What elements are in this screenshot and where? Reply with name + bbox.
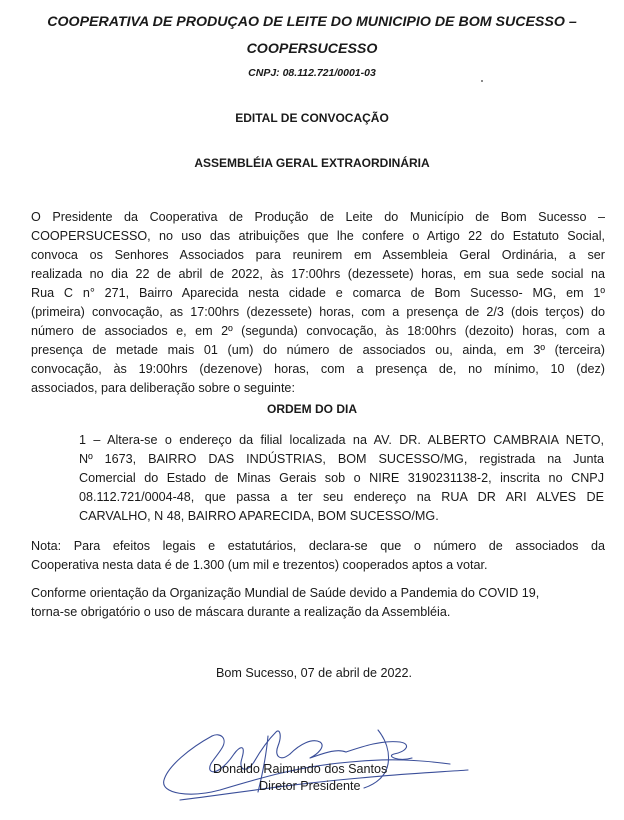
- ordem-title: ORDEM DO DIA: [267, 402, 357, 416]
- intro-line: convocação, às 19:00hrs (dezenove) horas, com a presença de, no mínimo, 10 (dez): [31, 362, 605, 376]
- cnpj-value: 08.112.721/0001-03: [282, 67, 376, 79]
- intro-paragraph: [31, 208, 605, 398]
- agenda-line: CARVALHO, N 48, BAIRRO APARECIDA, BOM SUCESSO/MG.: [79, 509, 439, 523]
- covid-line: Conforme orientação da Organização Mundial de Saúde devido a Pandemia do COVID 19,: [31, 586, 540, 600]
- intro-line: Rua C n° 271, Bairro Aparecida nesta cidade e comarca de Bom Sucesso- MG, em 1º: [31, 286, 605, 300]
- assembly-title: ASSEMBLÉIA GERAL EXTRAORDINÁRIA: [194, 156, 430, 170]
- intro-line: presença de metade mais 01 (um) do número de associados ou, ainda, em 3º (terceira): [31, 343, 605, 357]
- intro-line: COOPERSUCESSO, no uso das atribuições que lhe confere o Artigo 22 do Estatuto Social,: [31, 229, 605, 243]
- signatory-name: Donaldo Raimundo dos Santos: [213, 762, 388, 776]
- agenda-item-1: [79, 431, 604, 526]
- intro-line: (primeira) convocação, as 17:00hrs (dezessete) horas, com a presença de 2/3 (dois terços) do: [31, 305, 605, 319]
- intro-line: realizada no dia 22 de abril de 2022, às 17:00hrs (dezessete) horas, em sua sede social na: [31, 267, 605, 281]
- cnpj-label: CNPJ:: [248, 67, 280, 79]
- agenda-line: 08.112.721/0004-48, que passa a ter seu endereço na RUA DR ARI ALVES DE: [79, 490, 604, 504]
- intro-line: O Presidente da Cooperativa de Produção de Leite do Município de Bom Sucesso –: [31, 210, 605, 224]
- cnpj: [0, 67, 624, 79]
- scan-speck: [481, 80, 483, 82]
- note-line: Cooperativa nesta data é de 1.300 (um mil e trezentos) cooperados aptos a votar.: [31, 558, 488, 572]
- note-line: Nota: Para efeitos legais e estatutários, declara-se que o número de associados da: [31, 539, 605, 553]
- agenda-line: Nº 1673, BAIRRO DAS INDÚSTRIAS, BOM SUCESSO/MG, registrada na Junta: [79, 452, 604, 466]
- intro-line: convoca os Senhores Associados para reunirem em Assembleia Geral Ordinária, a ser: [31, 248, 605, 262]
- org-name-line1: COOPERATIVA DE PRODUÇAO DE LEITE DO MUNICIPIO DE BOM SUCESSO –: [47, 14, 577, 30]
- org-name-line2: COOPERSUCESSO: [246, 41, 378, 57]
- agenda-line: 1 – Altera-se o endereço da filial localizada na AV. DR. ALBERTO CAMBRAIA NETO,: [79, 433, 604, 447]
- agenda-line: Comercial do Estado de Minas Gerais sob o NIRE 3190231138-2, inscrita no CNPJ: [79, 471, 604, 485]
- covid-paragraph: [31, 584, 605, 622]
- signatory-role: Diretor Presidente: [259, 779, 361, 793]
- note-paragraph: [31, 537, 605, 575]
- covid-line: torna-se obrigatório o uso de máscara durante a realização da Assembléia.: [31, 605, 451, 619]
- intro-line: associados, para deliberação sobre o seguinte:: [31, 381, 295, 395]
- place-date: Bom Sucesso, 07 de abril de 2022.: [215, 666, 413, 680]
- edital-title: EDITAL DE CONVOCAÇÃO: [235, 111, 389, 125]
- intro-line: número de associados e, em 2º (segunda) convocação, às 18:00hrs (dezoito) horas, com a: [31, 324, 605, 338]
